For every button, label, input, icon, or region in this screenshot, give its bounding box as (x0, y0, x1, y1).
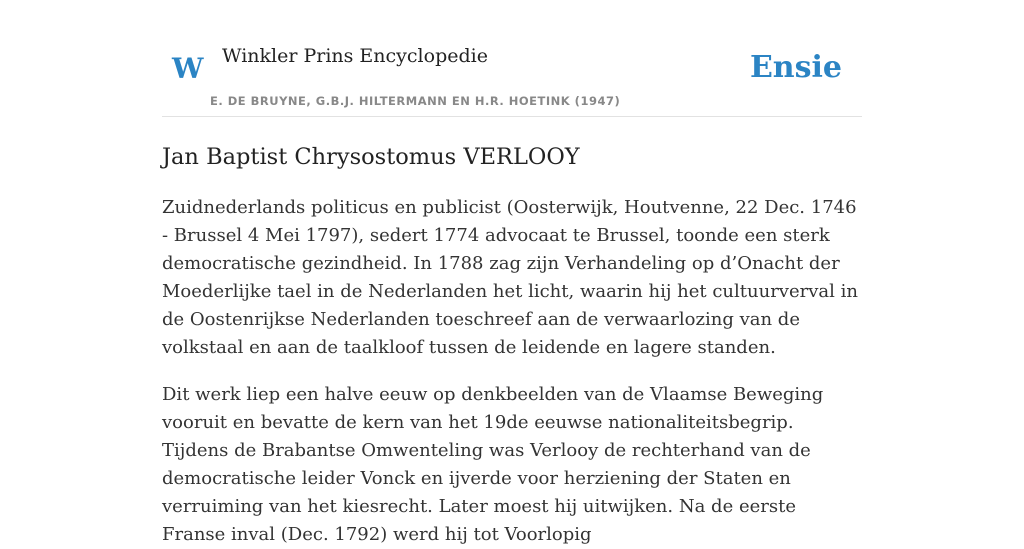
article-paragraph: Dit werk liep een halve eeuw op denkbeelden van de Vlaamse Beweging vooruit en bevatte de kern van het 19de eeuwse nationaliteitsbegrip. Tijdens de Brabantse Omwenteling was Verlooy de rechterhand van de democratische leider Vonck en ijverde voor herziening der Staten en verruiming van het kiesrecht. Later moest hij uitwijken. Na de eerste Franse inval (Dec. 1792) werd hij tot Voorlopig (162, 384, 824, 545)
ensie-logo[interactable]: Ensie (749, 50, 842, 85)
publication-title[interactable]: Winkler Prins Encyclopedie (222, 45, 488, 67)
article-title: Jan Baptist Chrysostomus VERLOOY (162, 144, 580, 170)
publication-authors: E. DE BRUYNE, G.B.J. HILTERMANN EN H.R. HOETINK (1947) (210, 94, 621, 108)
article-paragraph: Zuidnederlands politicus en publicist (Oosterwijk, Houtvenne, 22 Dec. 1746 - Brussel 4 Mei 1797), sedert 1774 advocaat te Brussel, toonde een sterk democratische gezindheid. In 1788 zag zijn Verhandeling op d’Onacht der Moederlijke tael in de Nederlanden het licht, waarin hij het cultuurverval in de Oostenrijkse Nederlanden toeschreef aan de verwaarlozing van de volkstaal en aan de taalkloof tussen de leidende en lagere standen. (162, 197, 858, 358)
winkler-prins-logo[interactable]: W (172, 52, 204, 85)
site-header (162, 0, 862, 117)
page (162, 0, 862, 549)
